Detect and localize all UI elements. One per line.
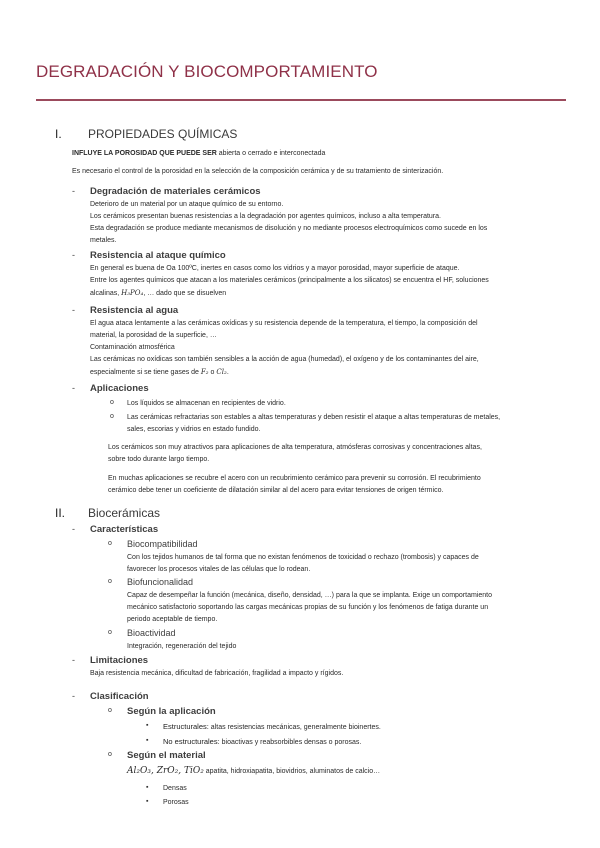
no-estructurales-line xyxy=(163,737,361,748)
agua-line-5-a: especialmente si se tiene gases de xyxy=(90,369,199,376)
intro-porosity-bold: INFLUYE LA POROSIDAD QUE PUEDE SER xyxy=(72,150,217,157)
biofuncionalidad-line-1: Capaz de desempeñar la función (mecánica, diseño, densidad, …) para la que se implanta. Exige un comportamiento xyxy=(127,592,492,599)
title-divider xyxy=(36,99,566,101)
circle-bullet: o xyxy=(108,540,112,547)
degradacion-line-2: Los cerámicos presentan buenas resistencias a la degradación por agentes químicos, incluso a alta temperatura. xyxy=(90,213,441,220)
circle-bullet: o xyxy=(110,399,114,406)
dash-bullet: - xyxy=(72,186,75,196)
agua-line-1: El agua ataca lentamente a las cerámicas oxídicas y su resistencia depende de la temperatura, el tiempo, la composición del xyxy=(90,320,478,327)
intro-control: Es necesario el control de la porosidad en la selección de la composición cerámica y de su tratamiento de sinterización. xyxy=(72,168,444,175)
porosas-item: Porosas xyxy=(163,799,189,806)
section-1-heading xyxy=(55,127,237,141)
aplicaciones-para-2b: cerámico debe tener un coeficiente de dilatación similar al del acero para evitar tensiones de origen térmico. xyxy=(108,487,444,494)
degradacion-heading: Degradación de materiales cerámicos xyxy=(90,186,261,197)
intro-porosity-rest: abierta o cerrado e interconectada xyxy=(216,150,326,157)
aplicaciones-heading: Aplicaciones xyxy=(90,383,149,394)
circle-bullet: o xyxy=(108,751,112,758)
biofuncionalidad-line-3: periodo aceptable de tiempo. xyxy=(127,616,218,623)
formula-f2: F₂ xyxy=(200,368,209,376)
square-bullet: ▪ xyxy=(146,798,149,805)
biocompatibilidad-heading: Biocompatibilidad xyxy=(127,539,198,549)
dash-bullet: - xyxy=(72,691,75,701)
section-2-heading xyxy=(55,506,160,520)
no-estructurales-text: bioactivas y reabsorbibles densas o porosas. xyxy=(219,739,362,746)
dash-bullet: - xyxy=(72,305,75,315)
aplicaciones-para-2a: En muchas aplicaciones se recubre el acero con un recubrimiento cerámico para prevenir su corrosión. El recubrimiento xyxy=(108,475,481,482)
square-bullet: ▪ xyxy=(146,722,149,729)
dash-bullet: - xyxy=(72,655,75,665)
limitaciones-heading: Limitaciones xyxy=(90,655,149,666)
intro-porosity xyxy=(72,149,325,159)
aplicaciones-bullet-2a: Las cerámicas refractarias son estables a altas temperaturas y deben resistir el ataque a altas temperaturas de metales, xyxy=(127,414,501,421)
material-line xyxy=(127,765,380,778)
bioactividad-line-1: Integración, regeneración del tejido xyxy=(127,643,237,650)
ataque-line-3-b: , … dado que se disuelven xyxy=(143,290,227,297)
section-1-title: PROPIEDADES QUÍMICAS xyxy=(88,127,238,141)
agua-line-5-end: . xyxy=(226,369,229,376)
segun-aplicacion-heading: Según la aplicación xyxy=(127,706,216,717)
aplicaciones-bullet-1: Los líquidos se almacenan en recipientes de vidrio. xyxy=(127,400,286,407)
page-title: DEGRADACIÓN Y BIOCOMPORTAMIENTO xyxy=(36,62,378,81)
degradacion-line-1: Deterioro de un material por un ataque químico de su entorno. xyxy=(90,201,284,208)
caracteristicas-heading: Características xyxy=(90,524,159,535)
agua-line-4: Las cerámicas no oxídicas son también sensibles a la acción de agua (humedad), el oxígeno y de los contaminantes del aire, xyxy=(90,356,479,363)
section-2-title: Biocerámicas xyxy=(88,506,161,520)
agua-line-2: material, la porosidad de la superficie, … xyxy=(90,332,217,339)
aplicaciones-para-1b: sobre todo durante largo tiempo. xyxy=(108,456,210,463)
circle-bullet: o xyxy=(108,707,112,714)
agua-line-5 xyxy=(90,367,229,378)
no-estructurales-label: No estructurales: xyxy=(163,737,220,746)
dash-bullet: - xyxy=(72,383,75,393)
biocompatibilidad-line-1: Con los tejidos humanos de tal forma que no existan fenómenos de toxicidad o rechazo (trombosis) y capaces de xyxy=(127,554,479,561)
bioactividad-heading: Bioactividad xyxy=(127,628,176,638)
estructurales-text: altas resistencias mecánicas, generalmente bioinertes. xyxy=(208,724,381,731)
agua-heading: Resistencia al agua xyxy=(90,305,179,316)
material-formulas: Al₂O₃, ZrO₂, TiO₂ xyxy=(127,766,204,776)
material-text: apatita, hidroxiapatita, biovidrios, aluminatos de calcio… xyxy=(203,768,381,775)
agua-line-3: Contaminación atmosférica xyxy=(90,344,175,351)
circle-bullet: o xyxy=(108,578,112,585)
ataque-line-3 xyxy=(90,288,226,299)
estructurales-label: Estructurales: xyxy=(163,722,209,731)
aplicaciones-para-1a: Los cerámicos son muy atractivos para aplicaciones de alta temperatura, atmósferas corrosivas y concentraciones altas, xyxy=(108,444,482,451)
dash-bullet: - xyxy=(72,250,75,260)
square-bullet: ▪ xyxy=(146,784,149,791)
aplicaciones-bullet-2b: sales, escorias y vidrios en estado fundido. xyxy=(127,426,261,433)
limitaciones-line-1: Baja resistencia mecánica, dificultad de fabricación, fragilidad a impacto y rígidos. xyxy=(90,670,344,677)
biocompatibilidad-line-2: favorecer los procesos vitales de las células que lo rodean. xyxy=(127,566,311,573)
densas-item: Densas xyxy=(163,785,187,792)
circle-bullet: o xyxy=(108,629,112,636)
circle-bullet: o xyxy=(110,413,114,420)
biofuncionalidad-line-2: mecánico satisfactorio soportando las cargas mecánicas propias de su función y los fenómenos de fatiga durante un xyxy=(127,604,489,611)
biofuncionalidad-heading: Biofuncionalidad xyxy=(127,577,194,587)
section-1-number: I. xyxy=(55,127,62,141)
degradacion-line-3: Esta degradación se produce mediante mecanismos de disolución y no mediante procesos electroquímicos como sucede en los xyxy=(90,225,488,232)
ataque-heading: Resistencia al ataque químico xyxy=(90,250,226,261)
formula-h3po4: H₃PO₄ xyxy=(121,289,144,297)
formula-cl2: Cl₂ xyxy=(216,368,227,376)
ataque-line-2: Entre los agentes químicos que atacan a los materiales cerámicos (principalmente a los silicatos) se encuentra el HF, soluciones xyxy=(90,277,489,284)
degradacion-line-4: metales. xyxy=(90,237,117,244)
square-bullet: ▪ xyxy=(146,737,149,744)
agua-line-5-or: o xyxy=(210,369,215,376)
section-2-number: II. xyxy=(55,506,66,520)
dash-bullet: - xyxy=(72,524,75,534)
segun-material-heading: Según el material xyxy=(127,750,206,761)
ataque-line-3-a: alcalinas, xyxy=(90,290,120,297)
estructurales-line xyxy=(163,722,381,733)
ataque-line-1: En general es buena de Oa 100ºC, inertes en casos como los vidrios y a mayor porosidad, mayor superficie de ataque. xyxy=(90,265,460,272)
clasificacion-heading: Clasificación xyxy=(90,691,149,702)
